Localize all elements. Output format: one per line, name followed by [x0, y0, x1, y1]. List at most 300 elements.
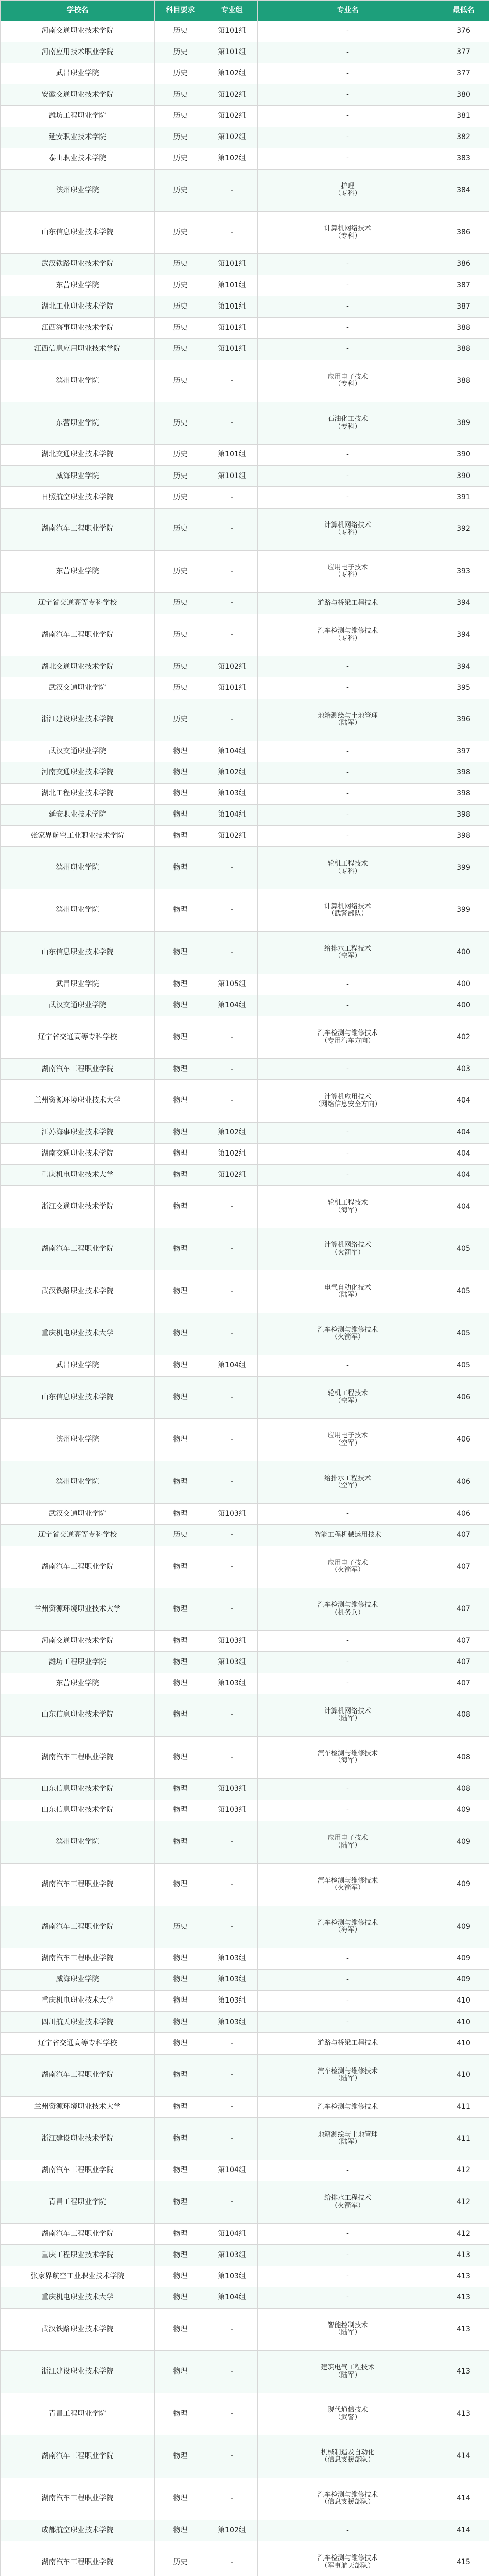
col-header-group: 专业组	[206, 1, 258, 21]
subject-cell: 物理	[155, 1546, 206, 1588]
rank-cell: 411	[438, 2096, 489, 2117]
subject-cell: 物理	[155, 2478, 206, 2520]
rank-cell: 394	[438, 656, 489, 677]
school-cell: 浙江建设职业技术学院	[1, 699, 155, 741]
table-row	[1, 360, 489, 402]
group-cell: -	[206, 1186, 258, 1228]
subject-cell: 物理	[155, 1143, 206, 1164]
school-cell: 湖北工程职业技术学院	[1, 783, 155, 804]
rank-cell: 388	[438, 317, 489, 338]
rank-cell: 389	[438, 402, 489, 444]
group-cell: -	[206, 2117, 258, 2160]
subject-cell: 历史	[155, 1906, 206, 1948]
group-cell: -	[206, 2541, 258, 2576]
group-cell: -	[206, 508, 258, 550]
table-row	[1, 1377, 489, 1419]
school-cell: 武汉铁路职业技术学院	[1, 1270, 155, 1313]
subject-cell: 物理	[155, 995, 206, 1016]
group-cell: -	[206, 1228, 258, 1270]
table-row	[1, 677, 489, 699]
table-row	[1, 445, 489, 466]
school-cell: 滨州职业学院	[1, 1821, 155, 1863]
major-cell: -	[258, 741, 438, 762]
school-cell: 重庆工程职业技术学院	[1, 2245, 155, 2266]
group-cell: 第101组	[206, 466, 258, 487]
table-row	[1, 2266, 489, 2287]
group-cell: 第102组	[206, 63, 258, 84]
group-cell: -	[206, 1863, 258, 1906]
group-cell: 第103组	[206, 1779, 258, 1800]
rank-cell: 395	[438, 677, 489, 699]
major-cell: 轮机工程技术 （专科）	[258, 847, 438, 889]
major-cell: -	[258, 2245, 438, 2266]
school-cell: 武昌职业学院	[1, 63, 155, 84]
table-row	[1, 1631, 489, 1652]
subject-cell: 历史	[155, 614, 206, 656]
school-cell: 辽宁省交通高等专科学校	[1, 592, 155, 614]
major-cell: -	[258, 106, 438, 127]
subject-cell: 历史	[155, 656, 206, 677]
group-cell: 第103组	[206, 783, 258, 804]
table-row	[1, 487, 489, 508]
table-row	[1, 762, 489, 783]
major-cell: -	[258, 317, 438, 338]
table-body	[1, 21, 489, 2576]
subject-cell: 历史	[155, 699, 206, 741]
school-cell: 湖南汽车工程职业学院	[1, 2160, 155, 2181]
group-cell: -	[206, 211, 258, 253]
table-row	[1, 254, 489, 275]
major-cell: -	[258, 1631, 438, 1652]
group-cell: -	[206, 1270, 258, 1313]
school-cell: 滨州职业学院	[1, 169, 155, 211]
major-cell: 计算机网络技术 （专科）	[258, 508, 438, 550]
col-header-rank: 最低名	[438, 1, 489, 21]
major-cell: -	[258, 275, 438, 296]
rank-cell: 393	[438, 550, 489, 592]
rank-cell: 405	[438, 1228, 489, 1270]
group-cell: 第102组	[206, 148, 258, 169]
group-cell: 第105组	[206, 974, 258, 995]
rank-cell: 405	[438, 1355, 489, 1376]
subject-cell: 物理	[155, 2393, 206, 2435]
table-row	[1, 1906, 489, 1948]
table-row	[1, 1863, 489, 1906]
school-cell: 湖南汽车工程职业学院	[1, 2224, 155, 2245]
group-cell: 第104组	[206, 2224, 258, 2245]
table-row	[1, 127, 489, 148]
subject-cell: 物理	[155, 1228, 206, 1270]
subject-cell: 物理	[155, 826, 206, 847]
major-cell: -	[258, 1970, 438, 1991]
rank-cell: 386	[438, 211, 489, 253]
major-cell: 应用电子技术 （专科）	[258, 360, 438, 402]
school-cell: 兰州资源环境职业技术大学	[1, 1588, 155, 1631]
table-row	[1, 1228, 489, 1270]
subject-cell: 历史	[155, 2541, 206, 2576]
subject-cell: 物理	[155, 1503, 206, 1524]
group-cell: -	[206, 1546, 258, 1588]
school-cell: 湖南汽车工程职业学院	[1, 614, 155, 656]
group-cell: 第103组	[206, 1948, 258, 1969]
rank-cell: 405	[438, 1313, 489, 1355]
group-cell: 第101组	[206, 21, 258, 42]
major-cell: 道路与桥梁工程技术	[258, 2033, 438, 2054]
major-cell: -	[258, 1164, 438, 1185]
rank-cell: 413	[438, 2245, 489, 2266]
table-row	[1, 63, 489, 84]
rank-cell: 387	[438, 275, 489, 296]
subject-cell: 物理	[155, 1080, 206, 1122]
table-row	[1, 402, 489, 444]
subject-cell: 物理	[155, 1377, 206, 1419]
subject-cell: 物理	[155, 1186, 206, 1228]
table-row	[1, 211, 489, 253]
table-row	[1, 1546, 489, 1588]
rank-cell: 414	[438, 2435, 489, 2478]
rank-cell: 391	[438, 487, 489, 508]
table-row	[1, 1270, 489, 1313]
school-cell: 湖南汽车工程职业学院	[1, 508, 155, 550]
group-cell: -	[206, 1080, 258, 1122]
school-cell: 江西海事职业技术学院	[1, 317, 155, 338]
major-cell: 汽车检测与维修技术 （专用汽车方向）	[258, 1016, 438, 1059]
subject-cell: 物理	[155, 1419, 206, 1461]
rank-cell: 410	[438, 1991, 489, 2012]
subject-cell: 物理	[155, 762, 206, 783]
rank-cell: 408	[438, 1694, 489, 1736]
subject-cell: 物理	[155, 2287, 206, 2308]
group-cell: -	[206, 1059, 258, 1080]
major-cell: -	[258, 1355, 438, 1376]
group-cell: -	[206, 360, 258, 402]
rank-cell: 414	[438, 2478, 489, 2520]
major-cell: -	[258, 1503, 438, 1524]
subject-cell: 物理	[155, 1863, 206, 1906]
table-row	[1, 1122, 489, 1143]
table-row	[1, 2435, 489, 2478]
group-cell: 第103组	[206, 2012, 258, 2033]
rank-cell: 409	[438, 1948, 489, 1969]
group-cell: 第102组	[206, 127, 258, 148]
rank-cell: 400	[438, 995, 489, 1016]
group-cell: -	[206, 487, 258, 508]
major-cell: 地籍测绘与土地管理 （陆军）	[258, 2117, 438, 2160]
school-cell: 延安职业技术学院	[1, 127, 155, 148]
table-row	[1, 1652, 489, 1673]
group-cell: 第104组	[206, 1355, 258, 1376]
table-row	[1, 2478, 489, 2520]
subject-cell: 物理	[155, 1652, 206, 1673]
group-cell: 第103组	[206, 1970, 258, 1991]
rank-cell: 406	[438, 1503, 489, 1524]
group-cell: 第102组	[206, 826, 258, 847]
school-cell: 江苏海事职业技术学院	[1, 1122, 155, 1143]
school-cell: 山东信息职业技术学院	[1, 1694, 155, 1736]
rank-cell: 383	[438, 148, 489, 169]
rank-cell: 402	[438, 1016, 489, 1059]
subject-cell: 物理	[155, 2224, 206, 2245]
major-cell: 汽车检测与维修技术 （信息支援部队）	[258, 2478, 438, 2520]
school-cell: 重庆机电职业技术大学	[1, 1991, 155, 2012]
subject-cell: 物理	[155, 1313, 206, 1355]
table-row	[1, 826, 489, 847]
rank-cell: 407	[438, 1652, 489, 1673]
major-cell: 汽车检测与维修技术 （火箭军）	[258, 1863, 438, 1906]
rank-cell: 376	[438, 21, 489, 42]
subject-cell: 历史	[155, 360, 206, 402]
group-cell: 第104组	[206, 995, 258, 1016]
subject-cell: 历史	[155, 677, 206, 699]
table-row	[1, 1736, 489, 1778]
school-cell: 青昌工程职业学院	[1, 2393, 155, 2435]
major-cell: 护理 （专科）	[258, 169, 438, 211]
rank-cell: 411	[438, 2117, 489, 2160]
group-cell: -	[206, 699, 258, 741]
subject-cell: 历史	[155, 106, 206, 127]
school-cell: 东营职业学院	[1, 1673, 155, 1694]
school-cell: 湖北交通职业技术学院	[1, 656, 155, 677]
school-cell: 张家界航空工业职业技术学院	[1, 2266, 155, 2287]
subject-cell: 物理	[155, 1991, 206, 2012]
subject-cell: 物理	[155, 1122, 206, 1143]
group-cell: -	[206, 1016, 258, 1059]
major-cell: 建筑电气工程技术 （陆军）	[258, 2351, 438, 2393]
school-cell: 湖南汽车工程职业学院	[1, 2435, 155, 2478]
school-cell: 浙江交通职业技术学院	[1, 1186, 155, 1228]
group-cell: 第101组	[206, 677, 258, 699]
school-cell: 日照航空职业技术学院	[1, 487, 155, 508]
table-row	[1, 1779, 489, 1800]
rank-cell: 388	[438, 360, 489, 402]
group-cell: -	[206, 614, 258, 656]
rank-cell: 398	[438, 762, 489, 783]
school-cell: 湖南汽车工程职业学院	[1, 2478, 155, 2520]
school-cell: 湖南汽车工程职业学院	[1, 1228, 155, 1270]
table-row	[1, 1524, 489, 1546]
school-cell: 威海职业学院	[1, 1970, 155, 1991]
table-row	[1, 974, 489, 995]
rank-cell: 406	[438, 1419, 489, 1461]
group-cell: -	[206, 2478, 258, 2520]
subject-cell: 历史	[155, 402, 206, 444]
rank-cell: 404	[438, 1186, 489, 1228]
group-cell: -	[206, 1906, 258, 1948]
subject-cell: 物理	[155, 2351, 206, 2393]
table-row	[1, 275, 489, 296]
subject-cell: 历史	[155, 21, 206, 42]
group-cell: -	[206, 1419, 258, 1461]
group-cell: -	[206, 2033, 258, 2054]
group-cell: -	[206, 2351, 258, 2393]
table-row	[1, 1186, 489, 1228]
rank-cell: 397	[438, 741, 489, 762]
school-cell: 武昌职业学院	[1, 1355, 155, 1376]
subject-cell: 物理	[155, 2033, 206, 2054]
major-cell: 机械制造及自动化 （信息支援部队）	[258, 2435, 438, 2478]
major-cell: 汽车检测与维修技术 （海军）	[258, 1906, 438, 1948]
major-cell: 汽车检测与维修技术 （海军）	[258, 1736, 438, 1778]
rank-cell: 410	[438, 2054, 489, 2096]
school-cell: 兰州资源环境职业技术大学	[1, 1080, 155, 1122]
group-cell: -	[206, 847, 258, 889]
subject-cell: 物理	[155, 974, 206, 995]
school-cell: 湖南汽车工程职业学院	[1, 1736, 155, 1778]
subject-cell: 物理	[155, 1821, 206, 1863]
school-cell: 浙江建设职业技术学院	[1, 2117, 155, 2160]
table-row	[1, 106, 489, 127]
group-cell: -	[206, 169, 258, 211]
rank-cell: 412	[438, 2160, 489, 2181]
subject-cell: 物理	[155, 2435, 206, 2478]
major-cell: -	[258, 466, 438, 487]
table-row	[1, 2520, 489, 2541]
rank-cell: 390	[438, 445, 489, 466]
subject-cell: 物理	[155, 1016, 206, 1059]
group-cell: 第101组	[206, 275, 258, 296]
major-cell: -	[258, 1948, 438, 1969]
major-cell: -	[258, 995, 438, 1016]
rank-cell: 377	[438, 42, 489, 63]
major-cell: 给排水工程技术 （火箭军）	[258, 2181, 438, 2224]
school-cell: 兰州资源环境职业技术大学	[1, 2096, 155, 2117]
rank-cell: 403	[438, 1059, 489, 1080]
rank-cell: 408	[438, 1736, 489, 1778]
rank-cell: 409	[438, 1970, 489, 1991]
school-cell: 重庆机电职业技术大学	[1, 1313, 155, 1355]
school-cell: 四川航天职业技术学院	[1, 2012, 155, 2033]
table-row	[1, 1588, 489, 1631]
major-cell: 电气自动化技术 （陆军）	[258, 1270, 438, 1313]
rank-cell: 380	[438, 84, 489, 106]
school-cell: 辽宁省交通高等专科学校	[1, 2033, 155, 2054]
major-cell: -	[258, 445, 438, 466]
subject-cell: 物理	[155, 2054, 206, 2096]
table-row	[1, 338, 489, 360]
group-cell: 第103组	[206, 2245, 258, 2266]
table-row	[1, 2287, 489, 2308]
table-row	[1, 1016, 489, 1059]
school-cell: 成都航空职业技术学院	[1, 2520, 155, 2541]
group-cell: -	[206, 1313, 258, 1355]
subject-cell: 物理	[155, 1355, 206, 1376]
table-row	[1, 550, 489, 592]
subject-cell: 物理	[155, 1270, 206, 1313]
subject-cell: 物理	[155, 1673, 206, 1694]
group-cell: 第103组	[206, 1991, 258, 2012]
rank-cell: 413	[438, 2393, 489, 2435]
table-row	[1, 2054, 489, 2096]
group-cell: 第102组	[206, 656, 258, 677]
rank-cell: 392	[438, 508, 489, 550]
major-cell: 汽车检测与维修技术	[258, 2096, 438, 2117]
subject-cell: 物理	[155, 2096, 206, 2117]
rank-cell: 407	[438, 1631, 489, 1652]
rank-cell: 409	[438, 1906, 489, 1948]
subject-cell: 物理	[155, 1970, 206, 1991]
rank-cell: 404	[438, 1164, 489, 1185]
table-row	[1, 2096, 489, 2117]
table-row	[1, 1059, 489, 1080]
group-cell: 第101组	[206, 445, 258, 466]
table-row	[1, 84, 489, 106]
group-cell: 第103组	[206, 1503, 258, 1524]
school-cell: 滨州职业学院	[1, 847, 155, 889]
subject-cell: 历史	[155, 254, 206, 275]
major-cell: -	[258, 805, 438, 826]
subject-cell: 历史	[155, 487, 206, 508]
table-row	[1, 592, 489, 614]
group-cell: 第101组	[206, 42, 258, 63]
major-cell: -	[258, 21, 438, 42]
major-cell: 智能控制技术 （陆军）	[258, 2308, 438, 2350]
school-cell: 湖南汽车工程职业学院	[1, 2054, 155, 2096]
rank-cell: 381	[438, 106, 489, 127]
table-row	[1, 783, 489, 804]
school-cell: 辽宁省交通高等专科学校	[1, 1524, 155, 1546]
table-row	[1, 1503, 489, 1524]
major-cell: 轮机工程技术 （海军）	[258, 1186, 438, 1228]
major-cell: -	[258, 42, 438, 63]
major-cell: 应用电子技术 （空军）	[258, 1419, 438, 1461]
subject-cell: 历史	[155, 127, 206, 148]
table-row	[1, 847, 489, 889]
group-cell: 第101组	[206, 254, 258, 275]
rank-cell: 398	[438, 826, 489, 847]
table-row	[1, 699, 489, 741]
subject-cell: 物理	[155, 2520, 206, 2541]
major-cell: -	[258, 1800, 438, 1821]
group-cell: -	[206, 1588, 258, 1631]
subject-cell: 历史	[155, 63, 206, 84]
school-cell: 滨州职业学院	[1, 889, 155, 931]
major-cell: -	[258, 1652, 438, 1673]
major-cell: -	[258, 2266, 438, 2287]
table-row	[1, 889, 489, 931]
rank-cell: 409	[438, 1800, 489, 1821]
school-cell: 延安职业技术学院	[1, 805, 155, 826]
school-cell: 山东信息职业技术学院	[1, 1377, 155, 1419]
school-cell: 湖南汽车工程职业学院	[1, 1863, 155, 1906]
major-cell: 计算机网络技术 （专科）	[258, 211, 438, 253]
school-cell: 武汉交通职业学院	[1, 995, 155, 1016]
major-cell: -	[258, 1673, 438, 1694]
school-cell: 辽宁省交通高等专科学校	[1, 1016, 155, 1059]
table-row	[1, 1694, 489, 1736]
major-cell: 汽车检测与维修技术 （陆军）	[258, 2054, 438, 2096]
rank-cell: 414	[438, 2520, 489, 2541]
group-cell: -	[206, 2096, 258, 2117]
subject-cell: 物理	[155, 1588, 206, 1631]
school-cell: 武汉交通职业学院	[1, 677, 155, 699]
subject-cell: 物理	[155, 1736, 206, 1778]
rank-cell: 413	[438, 2308, 489, 2350]
table-row	[1, 42, 489, 63]
major-cell: -	[258, 296, 438, 317]
group-cell: 第104组	[206, 2287, 258, 2308]
major-cell: -	[258, 783, 438, 804]
major-cell: -	[258, 338, 438, 360]
subject-cell: 历史	[155, 211, 206, 253]
rank-cell: 407	[438, 1588, 489, 1631]
major-cell: -	[258, 2287, 438, 2308]
rank-cell: 388	[438, 338, 489, 360]
rank-cell: 407	[438, 1673, 489, 1694]
group-cell: 第104组	[206, 741, 258, 762]
group-cell: -	[206, 2393, 258, 2435]
school-cell: 湖南汽车工程职业学院	[1, 1546, 155, 1588]
group-cell: 第102组	[206, 106, 258, 127]
